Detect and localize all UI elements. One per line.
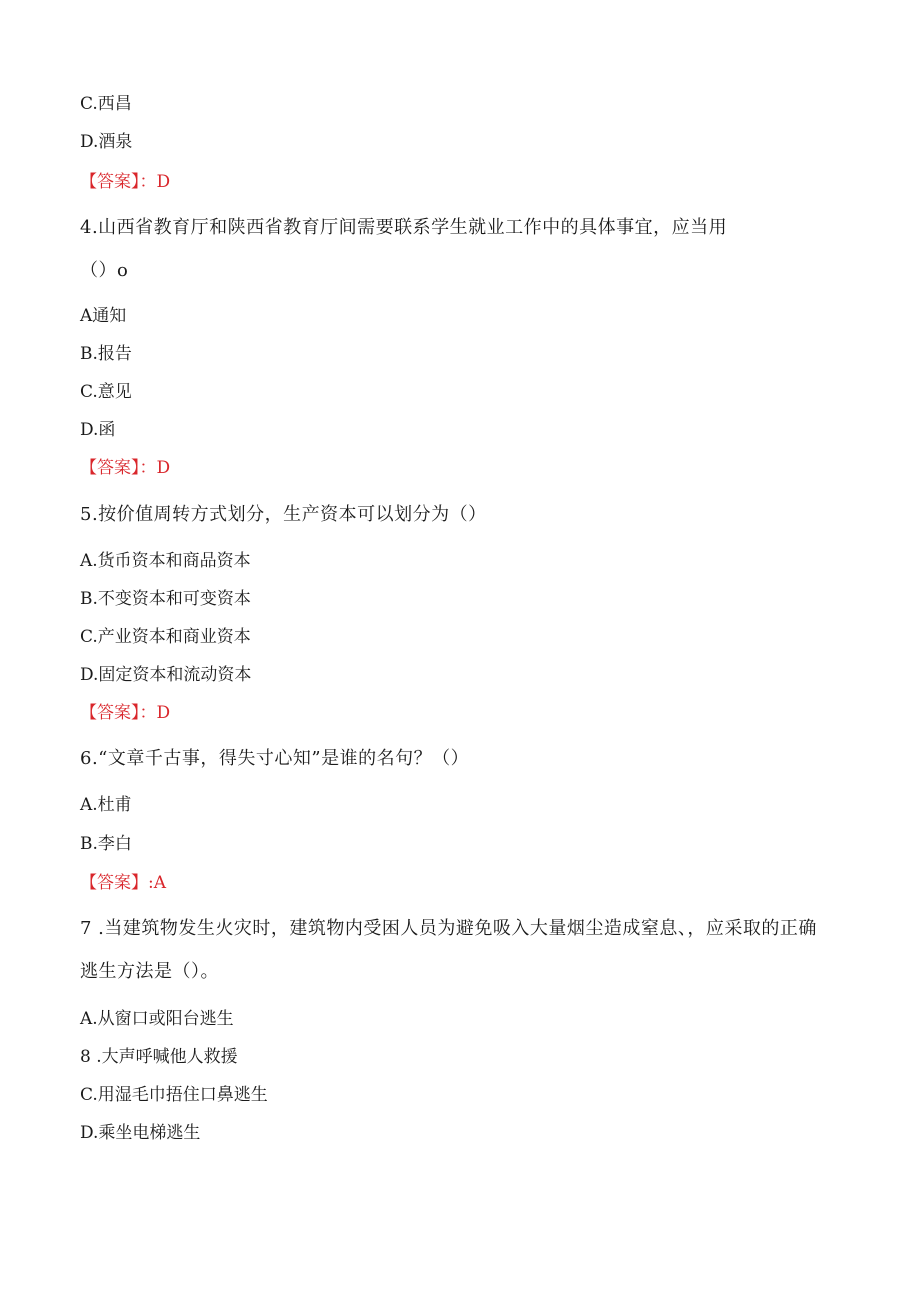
option-d: D.函 bbox=[80, 420, 116, 440]
option-a: A通知 bbox=[80, 306, 127, 326]
option-b: B.李白 bbox=[80, 834, 132, 854]
question-4-stem: 4.山西省教育厅和陕西省教育厅间需要联系学生就业工作中的具体事宜，应当用 bbox=[80, 217, 728, 238]
option-a: A.杜甫 bbox=[80, 795, 132, 815]
question-6-stem: 6.“文章千古事，得失寸心知”是谁的名句？（） bbox=[80, 748, 470, 769]
option-b: B.不变资本和可变资本 bbox=[80, 589, 251, 609]
option-c: C.西昌 bbox=[80, 94, 132, 114]
question-7-stem: 7 .当建筑物发生火灾时，建筑物内受困人员为避免吸入大量烟尘造成窒息、，应采取的正确 bbox=[80, 918, 817, 939]
option-c: C.意见 bbox=[80, 382, 132, 402]
option-c: C.用湿毛巾捂住口鼻逃生 bbox=[80, 1085, 268, 1105]
question-7-stem-continued: 逃生方法是（）。 bbox=[80, 961, 219, 982]
answer-line: 【答案】：D bbox=[80, 703, 171, 723]
option-b: B.报告 bbox=[80, 344, 132, 364]
option-b: 8 .大声呼喊他人救援 bbox=[80, 1047, 238, 1067]
option-a: A.货币资本和商品资本 bbox=[80, 551, 251, 571]
answer-line: 【答案】:A bbox=[80, 873, 167, 893]
option-d: D.乘坐电梯逃生 bbox=[80, 1123, 201, 1143]
question-4-stem-continued: （）o bbox=[80, 260, 129, 281]
question-5-stem: 5.按价值周转方式划分，生产资本可以划分为（） bbox=[80, 504, 487, 525]
option-d: D.酒泉 bbox=[80, 132, 133, 152]
option-c: C.产业资本和商业资本 bbox=[80, 627, 251, 647]
option-a: A.从窗口或阳台逃生 bbox=[80, 1009, 234, 1029]
option-d: D.固定资本和流动资本 bbox=[80, 665, 252, 685]
answer-line: 【答案】：D bbox=[80, 458, 171, 478]
answer-line: 【答案】：D bbox=[80, 172, 171, 192]
